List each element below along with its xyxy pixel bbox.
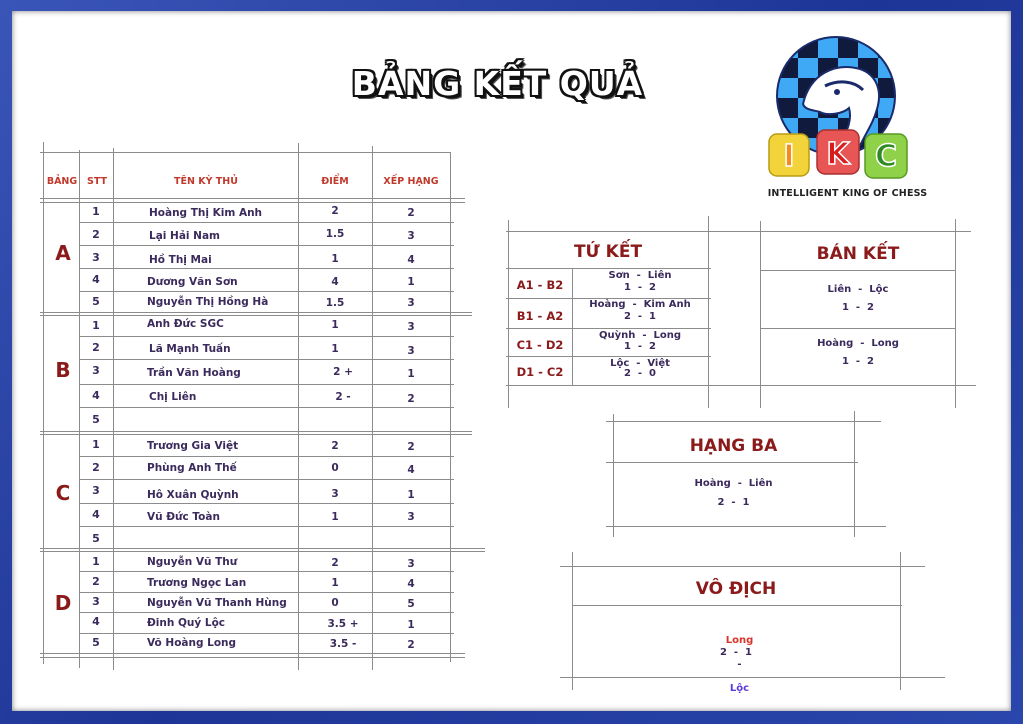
row-score: 4: [331, 276, 339, 288]
row-name: Hô Xuân Quỳnh: [147, 489, 239, 501]
row-name: Hoàng Thị Kim Anh: [149, 207, 263, 219]
qf-score-3: 1 - 2: [624, 341, 656, 352]
third-place-players: Hoàng - Liên: [694, 478, 773, 489]
row-rank: 1: [407, 619, 415, 631]
qf-players-3: Quỳnh - Long: [599, 330, 681, 341]
logo-letter-c: C: [874, 139, 898, 174]
row-score: 0: [331, 597, 339, 609]
row-rank: 4: [407, 464, 415, 476]
row-name: Trương Ngọc Lan: [147, 577, 247, 589]
header-stt: STT: [86, 176, 108, 187]
row-rank: 2: [407, 393, 415, 405]
row-rank: 4: [407, 254, 415, 266]
row-rank: 4: [407, 578, 415, 590]
row-score: 1: [331, 343, 339, 355]
row-stt: 2: [92, 461, 100, 474]
row-stt: 1: [92, 555, 100, 568]
row-stt: 5: [92, 636, 100, 649]
group-label-d: D: [54, 591, 72, 615]
row-stt: 1: [92, 319, 100, 332]
qf-pair-2: B1 - A2: [516, 309, 564, 323]
row-name: Nguyễn Vũ Thư: [147, 556, 238, 568]
row-name: Lã Mạnh Tuấn: [149, 343, 231, 355]
row-score: 0: [331, 462, 339, 474]
semifinal-title: BÁN KẾT: [816, 244, 900, 264]
row-name: Trần Văn Hoàng: [147, 367, 241, 379]
third-place-title: HẠNG BA: [689, 436, 778, 456]
row-score: 2 +: [333, 366, 353, 378]
sf-players-1: Liên - Lộc: [827, 284, 889, 295]
row-rank: 2: [407, 639, 415, 651]
final-separator: -: [737, 659, 742, 670]
row-rank: 1: [407, 489, 415, 501]
row-name: Vũ Đức Toàn: [147, 511, 220, 523]
row-rank: 3: [407, 230, 415, 242]
final-players: [572, 623, 900, 695]
final-player-2: Lộc: [729, 683, 750, 694]
row-name: Phùng Anh Thế: [147, 462, 237, 474]
row-stt: 3: [92, 364, 100, 377]
row-name: Anh Đức SGC: [147, 318, 224, 330]
header-name: TÊN KỲ THỦ: [174, 176, 238, 187]
final-player-1: Long: [725, 635, 754, 646]
row-name: Chị Liên: [149, 391, 197, 403]
logo-letter-i: I: [783, 139, 795, 174]
row-score: 1.5: [325, 297, 345, 309]
row-rank: 3: [407, 511, 415, 523]
row-score: 3.5 -: [329, 638, 357, 650]
qf-players-2: Hoàng - Kim Anh: [589, 299, 691, 310]
row-rank: 3: [407, 558, 415, 570]
row-rank: 2: [407, 441, 415, 453]
row-score: 2: [331, 440, 339, 452]
row-rank: 3: [407, 321, 415, 333]
row-name: Nguyễn Vũ Thanh Hùng: [147, 597, 287, 609]
qf-pair-1: A1 - B2: [516, 278, 564, 292]
row-rank: 3: [407, 297, 415, 309]
final-title: VÔ ĐỊCH: [695, 579, 777, 599]
row-rank: 1: [407, 368, 415, 380]
row-stt: 5: [92, 295, 100, 308]
row-score: 2 -: [335, 391, 351, 403]
row-score: 2: [331, 557, 339, 569]
row-stt: 3: [92, 484, 100, 497]
qf-players-4: Lộc - Việt: [610, 358, 670, 369]
row-stt: 5: [92, 413, 100, 426]
header-rank: XẾP HẠNG: [383, 176, 439, 187]
logo-letter-k: K: [826, 137, 850, 172]
qf-pair-3: C1 - D2: [516, 338, 564, 352]
row-score: 1: [331, 511, 339, 523]
row-name: Lại Hải Nam: [149, 230, 220, 242]
qf-score-4: 2 - 0: [624, 368, 656, 379]
row-score: 3: [331, 488, 339, 500]
ikc-logo-icon: [765, 34, 930, 204]
row-score: 2: [331, 205, 339, 217]
row-score: 1: [331, 577, 339, 589]
row-score: 1.5: [325, 228, 345, 240]
qf-pair-4: D1 - C2: [516, 365, 564, 379]
row-stt: 4: [92, 508, 100, 521]
row-stt: 1: [92, 205, 100, 218]
row-stt: 2: [92, 228, 100, 241]
logo-tagline: INTELLIGENT KING OF CHESS: [767, 188, 928, 199]
row-stt: 1: [92, 438, 100, 451]
row-score: 3.5 +: [327, 618, 359, 630]
sf-score-2: 1 - 2: [842, 356, 874, 367]
row-name: Dương Văn Sơn: [147, 276, 238, 288]
row-name: Hồ Thị Mai: [149, 254, 212, 266]
group-label-a: A: [55, 241, 71, 265]
row-stt: 3: [92, 251, 100, 264]
group-label-c: C: [55, 481, 71, 505]
row-stt: 4: [92, 389, 100, 402]
final-score: 2 - 1: [720, 647, 752, 658]
header-group: BẢNG: [46, 176, 78, 187]
row-name: Nguyễn Thị Hồng Hà: [147, 296, 269, 308]
third-place-score: 2 - 1: [717, 497, 750, 508]
qf-score-1: 1 - 2: [624, 282, 656, 293]
header-score: ĐIỂM: [321, 176, 349, 187]
row-name: Trương Gia Việt: [147, 440, 239, 452]
qf-players-1: Sơn - Liên: [608, 270, 672, 281]
row-score: 1: [331, 253, 339, 265]
row-stt: 4: [92, 615, 100, 628]
row-stt: 2: [92, 575, 100, 588]
row-rank: 2: [407, 207, 415, 219]
row-name: Võ Hoàng Long: [147, 637, 237, 649]
page-title: BẢNG KẾT QUẢ: [351, 64, 644, 103]
quarterfinal-title: TỨ KẾT: [573, 242, 643, 262]
qf-score-2: 2 - 1: [624, 311, 656, 322]
sf-score-1: 1 - 2: [842, 302, 874, 313]
sf-players-2: Hoàng - Long: [817, 338, 899, 349]
row-rank: 1: [407, 276, 415, 288]
row-stt: 3: [92, 595, 100, 608]
row-rank: 3: [407, 345, 415, 357]
row-stt: 5: [92, 532, 100, 545]
row-stt: 2: [92, 341, 100, 354]
row-name: Đinh Quý Lộc: [147, 617, 226, 629]
group-label-b: B: [55, 358, 71, 382]
row-stt: 4: [92, 273, 100, 286]
row-rank: 5: [407, 598, 415, 610]
row-score: 1: [331, 319, 339, 331]
